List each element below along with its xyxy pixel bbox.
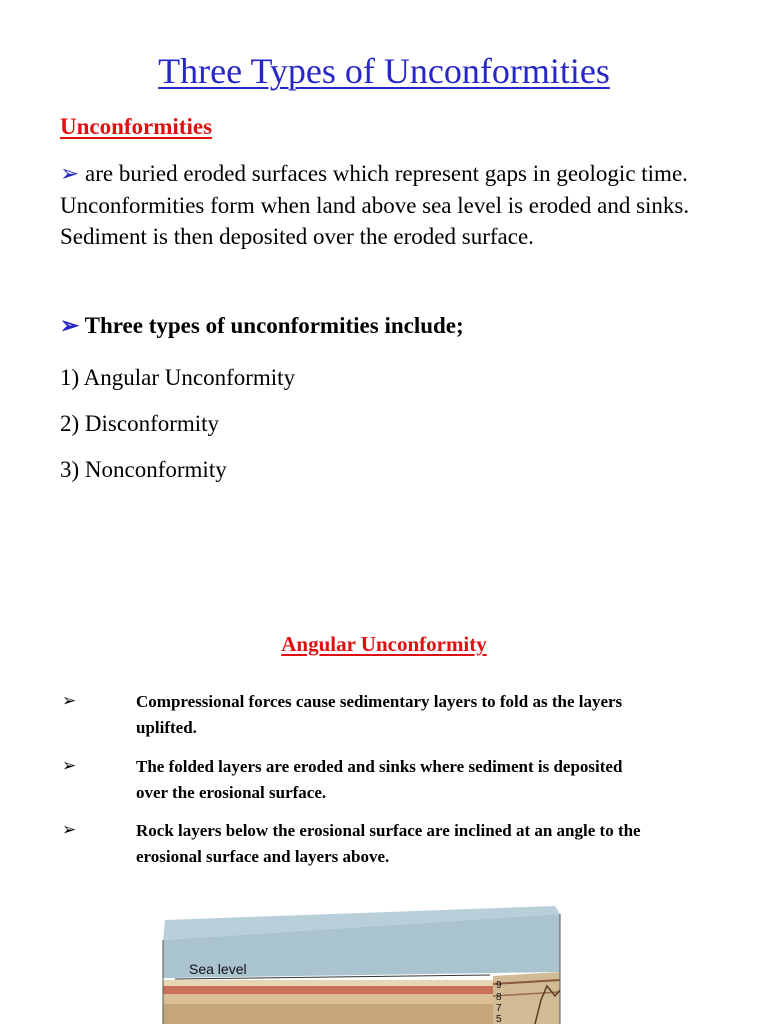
definition-paragraph: [60, 158, 710, 253]
layer-sand: [163, 980, 493, 986]
layer-red: [163, 986, 493, 994]
layer-number: 9: [496, 980, 502, 991]
bullet-folded-layers: The folded layers are eroded and sinks where sediment is deposited over the erosional surface.: [136, 757, 623, 802]
layer-number: 7: [496, 1003, 502, 1014]
type-item-nonconformity: 3) Nonconformity: [60, 457, 227, 482]
layer-lower: [163, 1004, 493, 1024]
bullet-inclined-layers: Rock layers below the erosional surface are inclined at an angle to the erosional surface and layers above.: [136, 821, 641, 866]
type-item-angular: 1) Angular Unconformity: [60, 365, 296, 390]
type-item-disconformity: 2) Disconformity: [60, 411, 220, 436]
page-title: Three Types of Unconformities: [158, 51, 610, 91]
types-intro-text: Three types of unconformities include;: [84, 313, 464, 338]
bullet-compressional: Compressional forces cause sedimentary layers to fold as the layers uplifted.: [136, 692, 623, 737]
arrow-bullet-icon: ➢: [62, 691, 77, 710]
sea-level-label: Sea level: [189, 961, 247, 977]
arrow-bullet-icon: ➢: [60, 161, 80, 186]
layer-tan: [163, 994, 493, 1004]
definition-text: are buried eroded surfaces which represent gaps in geologic time. Unconformities form when land above sea level is eroded and sinks. Sediment is then deposited over the eroded surface.: [60, 161, 690, 249]
types-intro: [60, 313, 464, 339]
layer-number: 8: [496, 992, 502, 1003]
arrow-bullet-icon: ➢: [60, 313, 80, 338]
arrow-bullet-icon: ➢: [62, 756, 77, 775]
arrow-bullet-icon: ➢: [62, 820, 77, 839]
layer-number: 5: [496, 1014, 502, 1024]
block-diagram: [155, 900, 575, 1024]
unconformities-heading: Unconformities: [60, 114, 213, 139]
angular-unconformity-heading: Angular Unconformity: [281, 632, 487, 656]
